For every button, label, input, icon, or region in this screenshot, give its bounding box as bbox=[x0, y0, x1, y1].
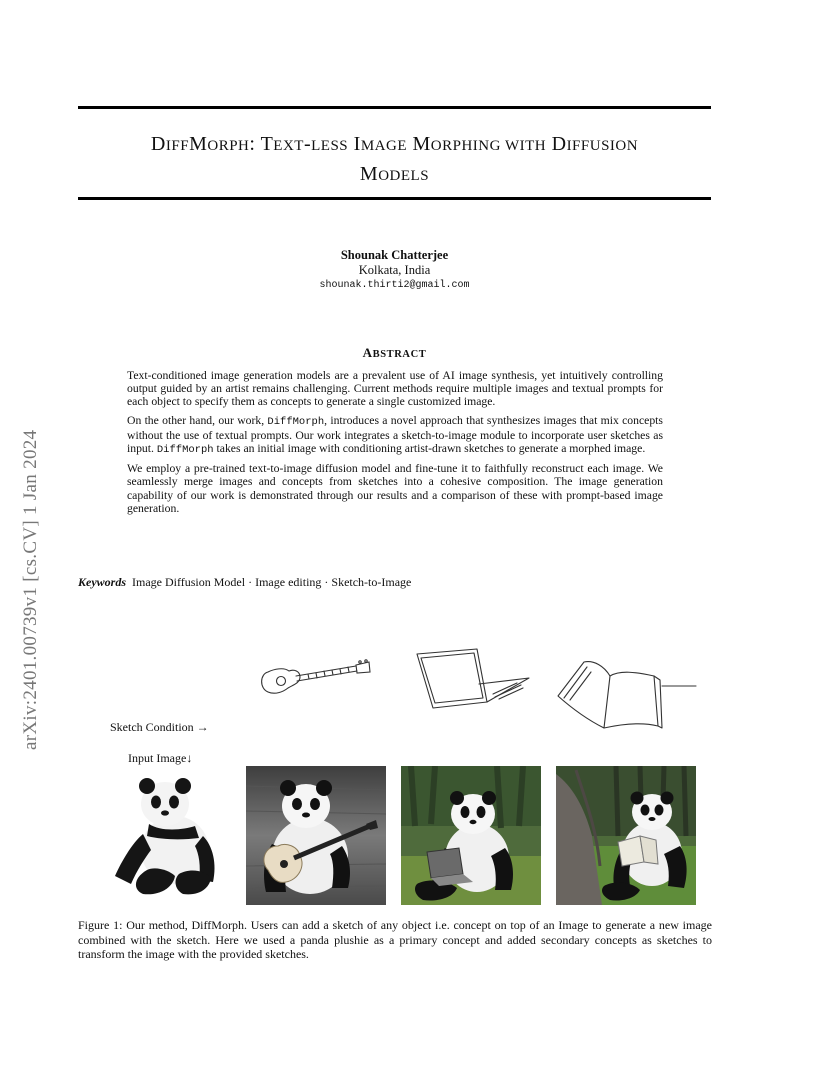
title-top-rule bbox=[78, 106, 711, 109]
abstract-paragraph-1: Text-conditioned image generation models are a prevalent use of AI image synthesis, yet intuitively controlling output guided by an artist remains challenging. Current methods require multiple images and textual prompts for each object to specify them as concepts to generate a single customized image. bbox=[127, 369, 663, 409]
author-email[interactable]: shounak.thirti2@gmail.com bbox=[319, 280, 470, 291]
keywords-text: Image Diffusion Model · Image editing · Sketch-to-Image bbox=[132, 575, 412, 589]
paper-title bbox=[78, 130, 711, 190]
sketch-condition-label: Sketch Condition → bbox=[110, 720, 209, 734]
author-affiliation: Kolkata, India bbox=[358, 263, 431, 277]
title-line-2: MODELS bbox=[359, 163, 430, 185]
keywords-line bbox=[78, 575, 411, 590]
abstract-paragraph-3: We employ a pre-trained text-to-image diffusion model and fine-tune it to faithfully reconstruct each image. We seamlessly merge images and concepts from sketches into a cohesive composition. The image generation capability of our work is demonstrated through our results and a comparison of these with prompt-based image generation. bbox=[127, 462, 663, 515]
laptop-sketch bbox=[413, 646, 533, 712]
title-line-1: DIFFMORPH: TEXT-LESS IMAGE MORPHING WITH DIFFUSION bbox=[150, 133, 639, 155]
abstract-paragraph-2: On the other hand, our work, DiffMorph, introduces a novel approach that synthesizes images that mix concepts without the use of textual prompts. Our work integrates a sketch-to-image module to incorporate user sketches as input. DiffMorph takes an initial image with conditioning artist-drawn sketches to generate a morphed image. bbox=[127, 413, 663, 457]
author-block bbox=[78, 248, 711, 293]
title-bottom-rule bbox=[78, 197, 711, 200]
book-sketch bbox=[556, 652, 698, 734]
arxiv-stamp: arXiv:2401.00739v1 [cs.CV] 1 Jan 2024 bbox=[20, 429, 41, 750]
abstract-body bbox=[127, 369, 663, 520]
panda-with-laptop bbox=[401, 766, 541, 905]
panda-with-book bbox=[556, 766, 696, 905]
keywords-label: Keywords bbox=[78, 575, 126, 589]
abstract-heading: ABSTRACT bbox=[362, 345, 427, 360]
guitar-sketch bbox=[256, 652, 376, 700]
figure-caption: Figure 1: Our method, DiffMorph. Users can add a sketch of any object i.e. concept on top of an Image to generate a new image combined with the sketch. Here we used a panda plushie as a primary concept and added secondary concepts as sketches to transform the image with the provided sketches. bbox=[78, 918, 712, 961]
panda-with-guitar bbox=[246, 766, 386, 905]
author-name: Shounak Chatterjee bbox=[340, 248, 449, 262]
input-image-label: Input Image↓ bbox=[128, 751, 193, 765]
panda-plushie-input bbox=[103, 766, 243, 905]
